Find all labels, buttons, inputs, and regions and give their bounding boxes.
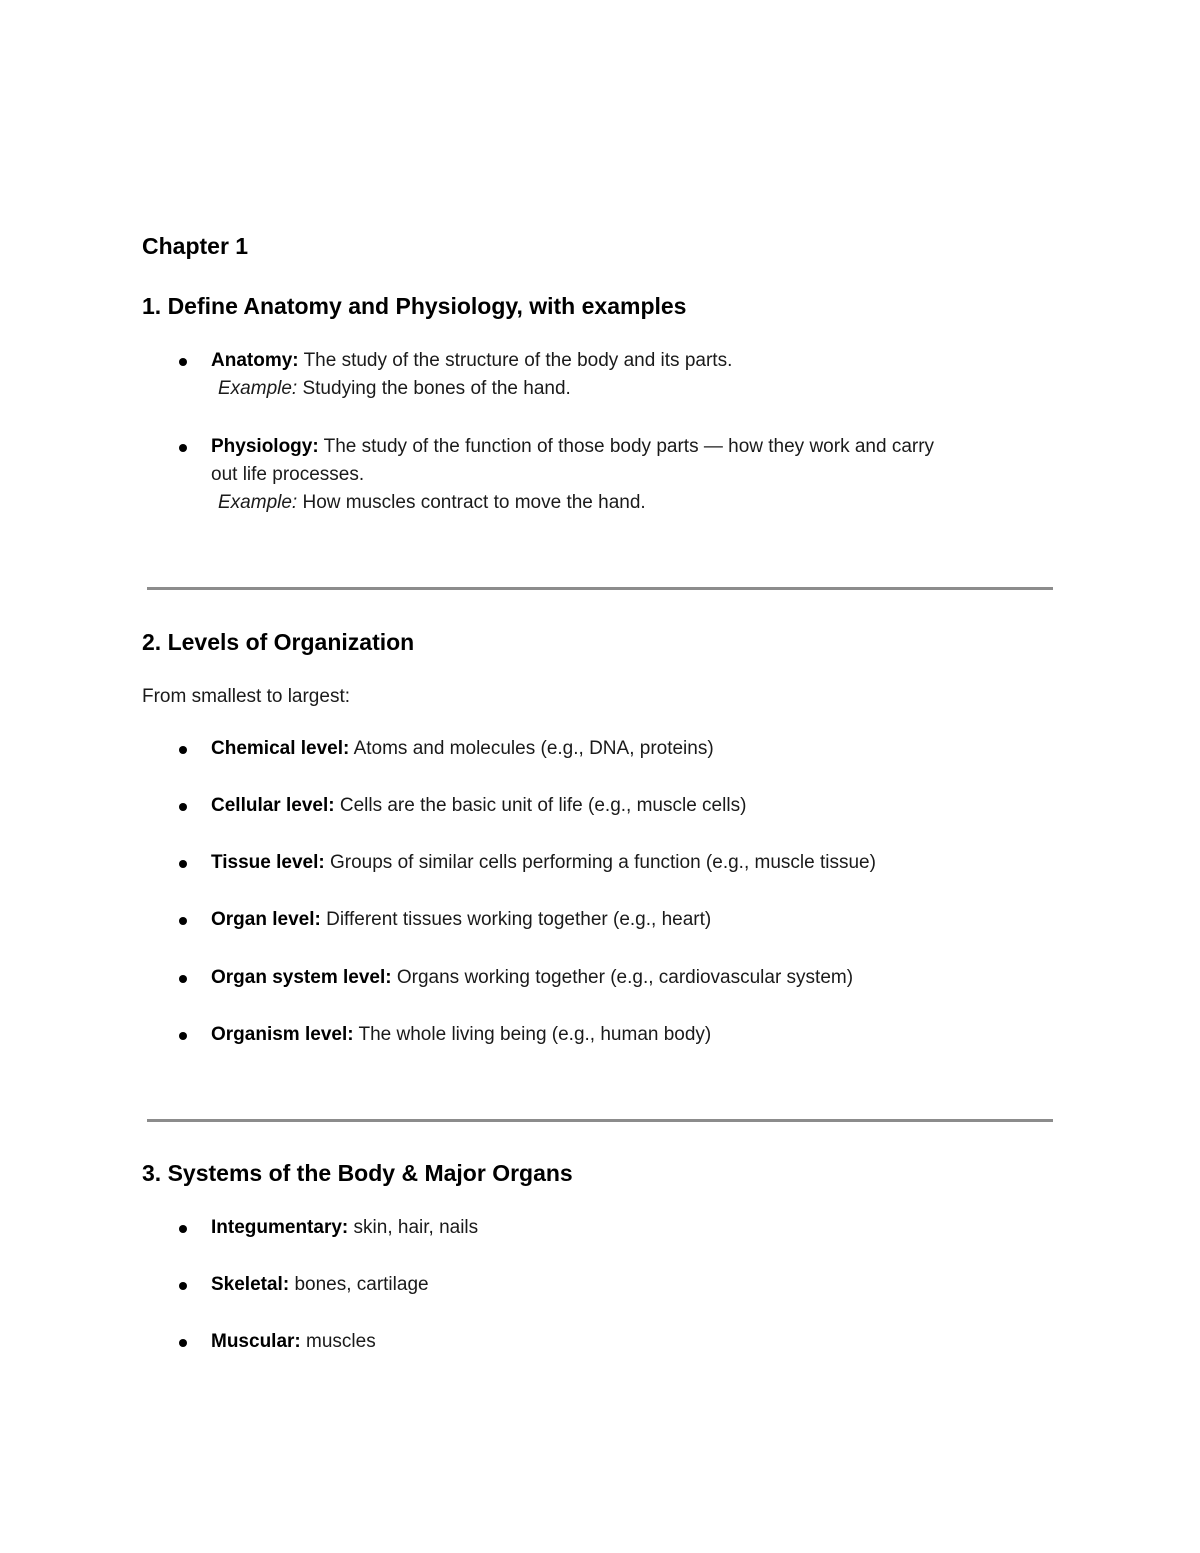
- bullet-icon: [179, 746, 187, 754]
- horizontal-divider: [147, 587, 1053, 590]
- list-item-chemical: [211, 735, 714, 763]
- term-label: Anatomy:: [211, 350, 299, 371]
- definition-continuation: out life processes.: [211, 464, 365, 485]
- section-1-heading: 1. Define Anatomy and Physiology, with examples: [142, 293, 687, 319]
- example-text: Studying the bones of the hand.: [302, 378, 571, 399]
- chapter-title: Chapter 1: [142, 233, 249, 259]
- list-item-organism: [211, 1021, 711, 1049]
- term-label: Cellular level:: [211, 795, 335, 816]
- list-item-organ-system: [211, 964, 853, 992]
- bullet-icon: [179, 444, 187, 452]
- term-label: Skeletal:: [211, 1274, 290, 1295]
- example-line: [218, 375, 571, 403]
- term-label: Chemical level:: [211, 738, 350, 759]
- horizontal-divider: [147, 1119, 1053, 1122]
- item-text: The whole living being (e.g., human body): [358, 1024, 712, 1045]
- term-label: Organ level:: [211, 909, 321, 930]
- bullet-icon: [179, 975, 187, 983]
- item-text: bones, cartilage: [294, 1274, 429, 1295]
- bullet-icon: [179, 358, 187, 366]
- item-text: Groups of similar cells performing a function (e.g., muscle tissue): [330, 852, 876, 873]
- list-item-anatomy: [211, 347, 732, 375]
- term-label: Tissue level:: [211, 852, 325, 873]
- list-item-muscular: [211, 1328, 376, 1356]
- bullet-icon: [179, 1032, 187, 1040]
- term-label: Integumentary:: [211, 1217, 349, 1238]
- section-2-heading: 2. Levels of Organization: [142, 629, 415, 655]
- list-item-cellular: [211, 792, 746, 820]
- list-item-physiology: [211, 433, 934, 461]
- bullet-icon: [179, 860, 187, 868]
- bullet-icon: [179, 1225, 187, 1233]
- item-text: Cells are the basic unit of life (e.g., muscle cells): [339, 795, 747, 816]
- term-label: Organ system level:: [211, 967, 392, 988]
- list-item-tissue: [211, 849, 876, 877]
- list-item-organ: [211, 906, 711, 934]
- item-text: skin, hair, nails: [353, 1217, 479, 1238]
- definition-text: The study of the structure of the body and its parts.: [303, 350, 733, 371]
- definition-text: The study of the function of those body parts — how they work and carry: [323, 436, 935, 457]
- example-line: [218, 489, 646, 517]
- term-label: Organism level:: [211, 1024, 354, 1045]
- section-3-heading: 3. Systems of the Body & Major Organs: [142, 1160, 573, 1186]
- bullet-icon: [179, 803, 187, 811]
- bullet-icon: [179, 917, 187, 925]
- item-text: Atoms and molecules (e.g., DNA, proteins): [353, 738, 714, 759]
- term-label: Physiology:: [211, 436, 319, 457]
- example-label: Example:: [218, 492, 298, 513]
- term-label: Muscular:: [211, 1331, 301, 1352]
- item-text: muscles: [306, 1331, 376, 1352]
- bullet-icon: [179, 1339, 187, 1347]
- bullet-icon: [179, 1282, 187, 1290]
- list-item-integumentary: [211, 1214, 478, 1242]
- example-text: How muscles contract to move the hand.: [302, 492, 646, 513]
- item-text: Different tissues working together (e.g., heart): [326, 909, 712, 930]
- section-2-intro: From smallest to largest:: [142, 686, 350, 707]
- example-label: Example:: [218, 378, 298, 399]
- item-text: Organs working together (e.g., cardiovascular system): [396, 967, 854, 988]
- list-item-skeletal: [211, 1271, 429, 1299]
